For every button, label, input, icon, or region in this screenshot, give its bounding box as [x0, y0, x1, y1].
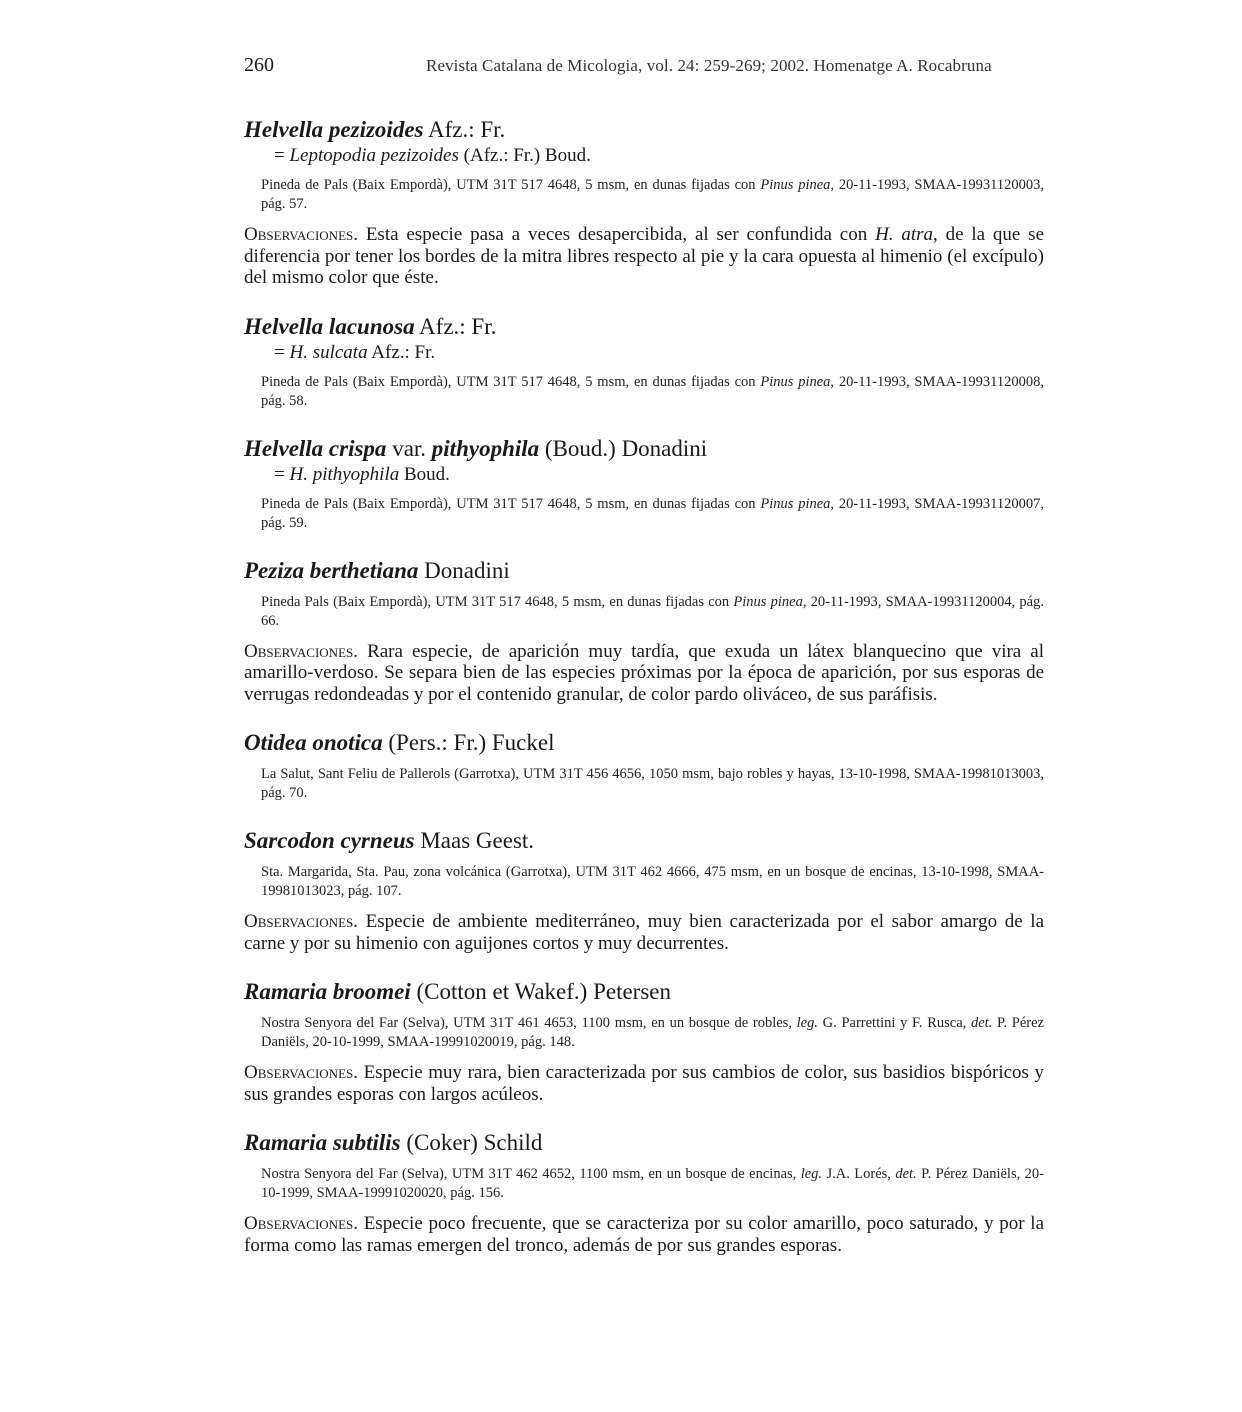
species-authority: Donadini — [418, 557, 510, 583]
observation: Observaciones. Esta especie pasa a veces desapercibida, al ser confundida con H. atra, de la que se diferencia por tener los bordes de la mitra libres respecto al pie y la cara opuesta al himenio (el excípulo) del mismo color que éste. — [244, 224, 1045, 288]
collection-record: Nostra Senyora del Far (Selva), UTM 31T 462 4652, 1100 msm, en un bosque de encinas, leg. J.A. Lorés, det. P. Pérez Daniëls, 20-10-1999, SMAA-19991020020, pág. 156. — [261, 1166, 1044, 1201]
synonym: = Leptopodia pezizoides (Afz.: Fr.) Boud. — [274, 145, 591, 166]
species-name: Otidea onotica — [244, 730, 383, 755]
species-entry-ramaria-subtilis — [244, 1129, 1044, 1256]
observation: Observaciones. Especie poco frecuente, que se caracteriza por su color amarillo, poco saturado, y por la forma como las ramas emergen del tronco, además de por sus grandes esporas. — [244, 1213, 1045, 1256]
species-entry-helvella-pezizoides — [244, 116, 1044, 289]
synonym: = H. sulcata Afz.: Fr. — [274, 341, 436, 363]
observation-label: Observaciones. — [244, 224, 358, 245]
species-name: Helvella lacunosa — [244, 313, 415, 339]
species-name: Helvella crispa — [244, 435, 387, 461]
observation: Observaciones. Rara especie, de aparición muy tardía, que exuda un látex blanquecino que vira al amarillo-verdoso. Se separa bien de las especies próximas por la época de aparición, por sus esporas de verrugas redondeadas y por el contenido granular, de color pardo oliváceo, de sus paráfisis. — [244, 640, 1044, 705]
species-heading — [244, 729, 1044, 757]
species-name: Ramaria subtilis — [244, 1130, 401, 1155]
collection-record: Sta. Margarida, Sta. Pau, zona volcánica (Garrotxa), UTM 31T 462 4666, 475 msm, en un bosque de encinas, 13-10-1998, SMAA-19981013023, pág. 107. — [261, 864, 1044, 899]
journal-citation: Revista Catalana de Micologia, vol. 24: 259-269; 2002. Homenatge A. Rocabruna — [426, 56, 992, 75]
species-heading — [244, 1129, 1044, 1157]
species-name: Helvella pezizoides — [244, 117, 424, 142]
species-entry-ramaria-broomei — [244, 978, 1044, 1105]
collection-record: Pineda de Pals (Baix Empordà), UTM 31T 517 4648, 5 msm, en dunas fijadas con Pinus pinea, 20-11-1993, SMAA-19931120007, pág. 59. — [261, 495, 1045, 531]
observation-label: Observaciones. — [244, 911, 358, 932]
variety-label: var. — [386, 435, 432, 461]
species-authority: (Cotton et Wakef.) Petersen — [410, 979, 671, 1004]
synonym-name: H. sulcata — [289, 341, 368, 363]
species-authority: (Boud.) Donadini — [539, 435, 708, 461]
species-authority: Afz.: Fr. — [414, 313, 497, 339]
species-entry-sarcodon-cyrneus — [244, 827, 1044, 954]
species-entry-helvella-crispa — [244, 435, 1044, 533]
species-authority: Maas Geest. — [414, 828, 535, 853]
observation-label: Observaciones. — [244, 640, 358, 662]
species-name: Peziza berthetiana — [244, 557, 419, 583]
species-authority: (Coker) Schild — [400, 1130, 543, 1155]
collection-record: Pineda de Pals (Baix Empordà), UTM 31T 517 4648, 5 msm, en dunas fijadas con Pinus pinea, 20-11-1993, SMAA-19931120003, pág. 57. — [261, 177, 1045, 212]
species-entry-helvella-lacunosa — [244, 313, 1044, 411]
observation-label: Observaciones. — [244, 1213, 358, 1234]
species-heading — [244, 827, 1044, 855]
collection-record: Pineda Pals (Baix Empordà), UTM 31T 517 4648, 5 msm, en dunas fijadas con Pinus pinea, 20-11-1993, SMAA-19931120004, pág. 66. — [261, 593, 1044, 629]
species-heading — [244, 435, 1044, 463]
synonym-name: H. pithyophila — [289, 463, 400, 485]
species-heading — [244, 978, 1044, 1006]
collection-record: Nostra Senyora del Far (Selva), UTM 31T 461 4653, 1100 msm, en un bosque de robles, leg. G. Parrettini y F. Rusca, det. P. Pérez Daniëls, 20-10-1999, SMAA-19991020019, pág. 148. — [261, 1015, 1044, 1050]
species-heading — [244, 557, 1044, 585]
species-list — [244, 116, 1044, 1256]
species-name: Sarcodon cyrneus — [244, 828, 415, 853]
species-heading — [244, 313, 1044, 341]
observation: Observaciones. Especie de ambiente mediterráneo, muy bien caracterizada por el sabor amargo de la carne y por su himenio con aguijones cortos y muy decurrentes. — [244, 911, 1044, 954]
collection-record: Pineda de Pals (Baix Empordà), UTM 31T 517 4648, 5 msm, en dunas fijadas con Pinus pinea, 20-11-1993, SMAA-19931120008, pág. 58. — [261, 373, 1045, 409]
observation-label: Observaciones. — [244, 1062, 358, 1083]
species-authority: Afz.: Fr. — [423, 117, 506, 142]
synonym-authority: Boud. — [399, 463, 450, 485]
page-number: 260 — [244, 54, 274, 76]
collection-record: La Salut, Sant Feliu de Pallerols (Garrotxa), UTM 31T 456 4656, 1050 msm, bajo robles y hayas, 13-10-1998, SMAA-19981013003, pág. 70. — [261, 766, 1044, 801]
running-header — [244, 54, 1044, 80]
observation: Observaciones. Especie muy rara, bien caracterizada por sus cambios de color, sus basidios bispóricos y sus grandes esporas con largos acúleos. — [244, 1062, 1045, 1105]
synonym-name: Leptopodia pezizoides — [289, 145, 459, 166]
synonym-authority: Afz.: Fr. — [367, 341, 436, 363]
species-authority: (Pers.: Fr.) Fuckel — [382, 730, 555, 755]
species-heading — [244, 116, 1044, 144]
variety-name: pithyophila — [431, 435, 540, 461]
species-entry-otidea-onotica — [244, 729, 1044, 803]
synonym-authority: (Afz.: Fr.) Boud. — [458, 145, 591, 166]
species-entry-peziza-berthetiana — [244, 557, 1044, 706]
species-name: Ramaria broomei — [244, 979, 411, 1004]
synonym: = H. pithyophila Boud. — [274, 463, 450, 485]
